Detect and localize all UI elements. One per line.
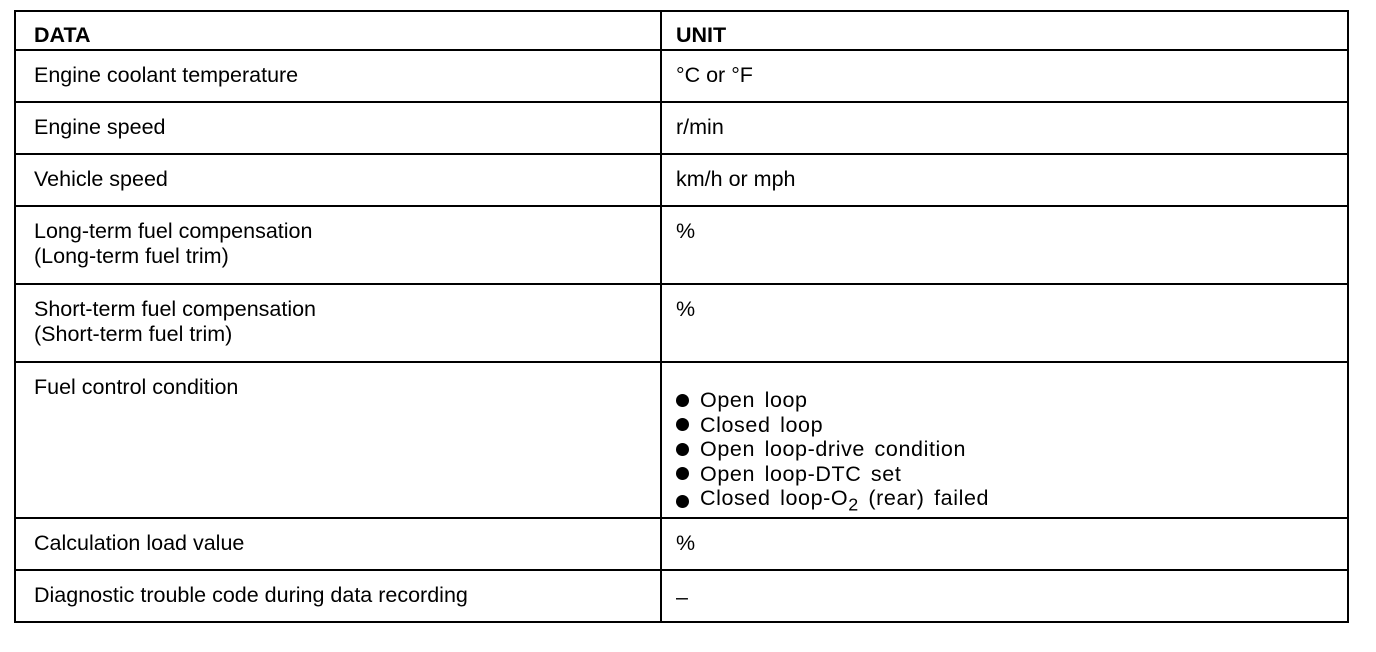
unit-cell — [661, 362, 1348, 518]
unit-cell — [661, 570, 1348, 622]
data-label: Engine coolant temperature — [34, 63, 299, 87]
table-row — [15, 206, 1348, 284]
list-item-text: Closed loop — [700, 412, 824, 437]
list-item-text: Open loop-DTC set — [700, 461, 902, 486]
data-cell — [15, 50, 661, 102]
data-label: Long-term fuel compensation — [34, 219, 313, 243]
table-row — [15, 102, 1348, 154]
table-row — [15, 284, 1348, 362]
bullet-icon — [676, 394, 689, 407]
data-label: Vehicle speed — [34, 167, 168, 191]
list-item-text-rest: (rear) failed — [858, 486, 990, 510]
data-cell — [15, 154, 661, 206]
unit-cell: r/min — [661, 102, 1348, 154]
subscript-2: 2 — [848, 494, 859, 515]
data-cell — [15, 102, 661, 154]
unit-cell: % — [661, 518, 1348, 570]
list-item — [676, 486, 1347, 517]
header-data: DATA — [15, 11, 661, 50]
data-label-sub: (Short-term fuel trim) — [34, 322, 233, 346]
unit-cell: km/h or mph — [661, 154, 1348, 206]
list-item — [676, 413, 1347, 438]
list-item-text: Open loop — [700, 388, 808, 412]
data-cell — [15, 518, 661, 570]
table-row — [15, 154, 1348, 206]
list-item-text: Open loop-drive condition — [700, 437, 967, 461]
bullet-icon — [676, 443, 689, 456]
data-unit-table — [14, 10, 1349, 623]
list-item — [676, 462, 1347, 487]
data-cell — [15, 206, 661, 284]
list-item-text-main: Closed loop-O — [700, 486, 849, 510]
dash-value: – — [676, 584, 688, 609]
data-label: Engine speed — [34, 115, 166, 139]
table-row — [15, 50, 1348, 102]
data-label-sub: (Long-term fuel trim) — [34, 244, 229, 268]
table-row — [15, 362, 1348, 518]
data-label: Diagnostic trouble code during data recording — [34, 582, 468, 607]
header-unit: UNIT — [661, 11, 1348, 50]
unit-cell: °C or °F — [661, 50, 1348, 102]
list-item — [676, 388, 1347, 413]
list-item — [676, 437, 1347, 462]
data-cell — [15, 362, 661, 518]
table-row — [15, 570, 1348, 622]
data-cell — [15, 570, 661, 622]
bullet-icon — [676, 418, 689, 431]
fuel-condition-list — [676, 375, 1347, 517]
bullet-icon — [676, 467, 689, 480]
bullet-icon — [676, 495, 689, 508]
data-cell — [15, 284, 661, 362]
unit-cell: % — [661, 206, 1348, 284]
list-item-text — [700, 486, 989, 517]
unit-cell: % — [661, 284, 1348, 362]
data-label: Calculation load value — [34, 530, 245, 555]
table-row — [15, 518, 1348, 570]
data-label: Short-term fuel compensation — [34, 297, 317, 321]
data-label: Fuel control condition — [34, 375, 239, 399]
header-row — [15, 11, 1348, 50]
